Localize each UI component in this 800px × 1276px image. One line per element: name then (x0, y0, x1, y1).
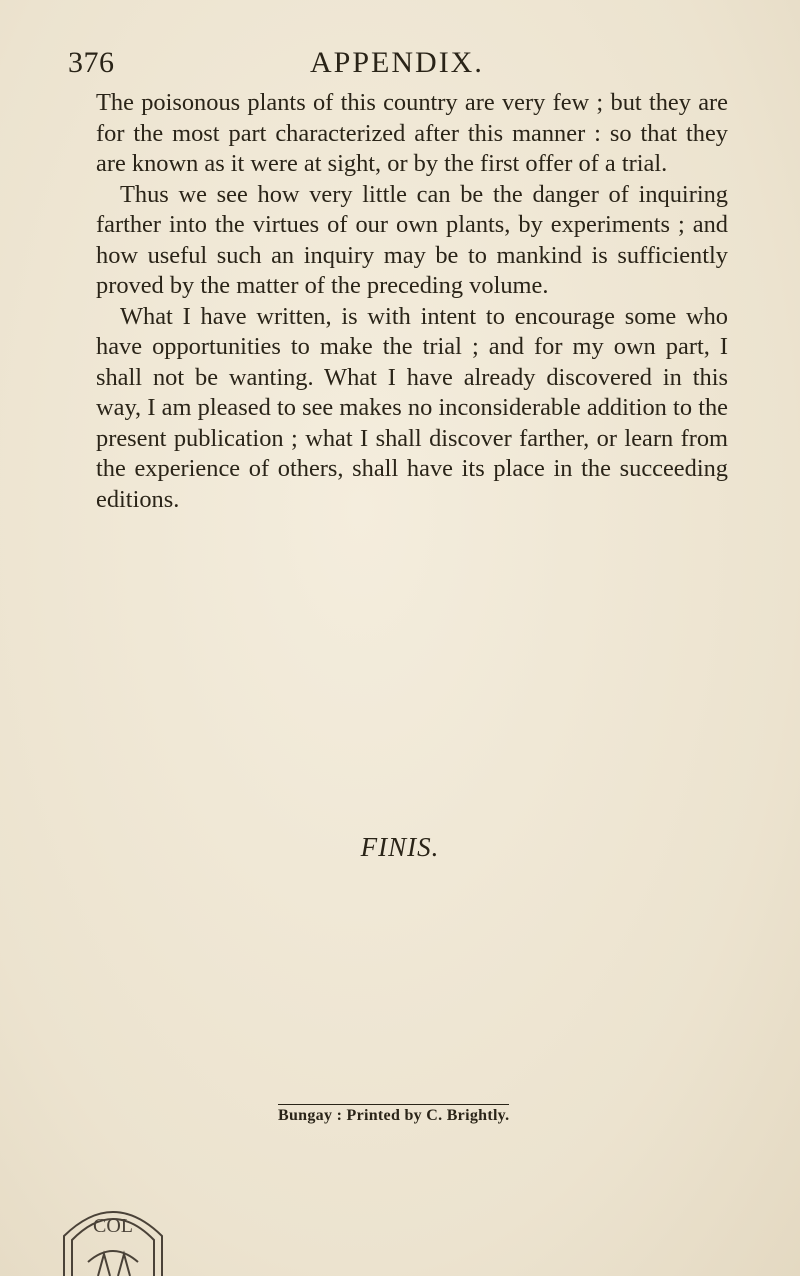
printer-imprint: Bungay : Printed by C. Brightly. (278, 1104, 509, 1125)
paragraph-intent-to-encourage: What I have written, is with intent to encourage some who have opportunities to make the trial ; and for my own part, I shall not be wanting. What I have already discovered in this way, I am pleased to see makes no inconsiderable addition to the present publication ; what I shall discover farther, or learn from the experience of others, shall have its place in the succeeding editions. (96, 302, 728, 513)
page-number: 376 (68, 46, 115, 79)
library-stamp-icon (58, 1192, 168, 1276)
finis-heading: FINIS. (360, 832, 440, 862)
paragraph-poisonous-plants: The poisonous plants of this country are very few ; but they are for the most part characterized after this manner : so that they are known as it were at sight, or by the first offer of a trial. (96, 89, 728, 177)
body-text (96, 88, 728, 515)
page-header (0, 44, 800, 84)
running-head: APPENDIX. (310, 46, 484, 79)
stamp-text: COL (93, 1215, 133, 1237)
paragraph-danger-of-inquiring: Thus we see how very little can be the danger of inquiring farther into the virtues of our own plants, by experiments ; and how useful such an inquiry may be to mankind is sufficiently proved by the matter of the preceding volume. (96, 180, 728, 299)
